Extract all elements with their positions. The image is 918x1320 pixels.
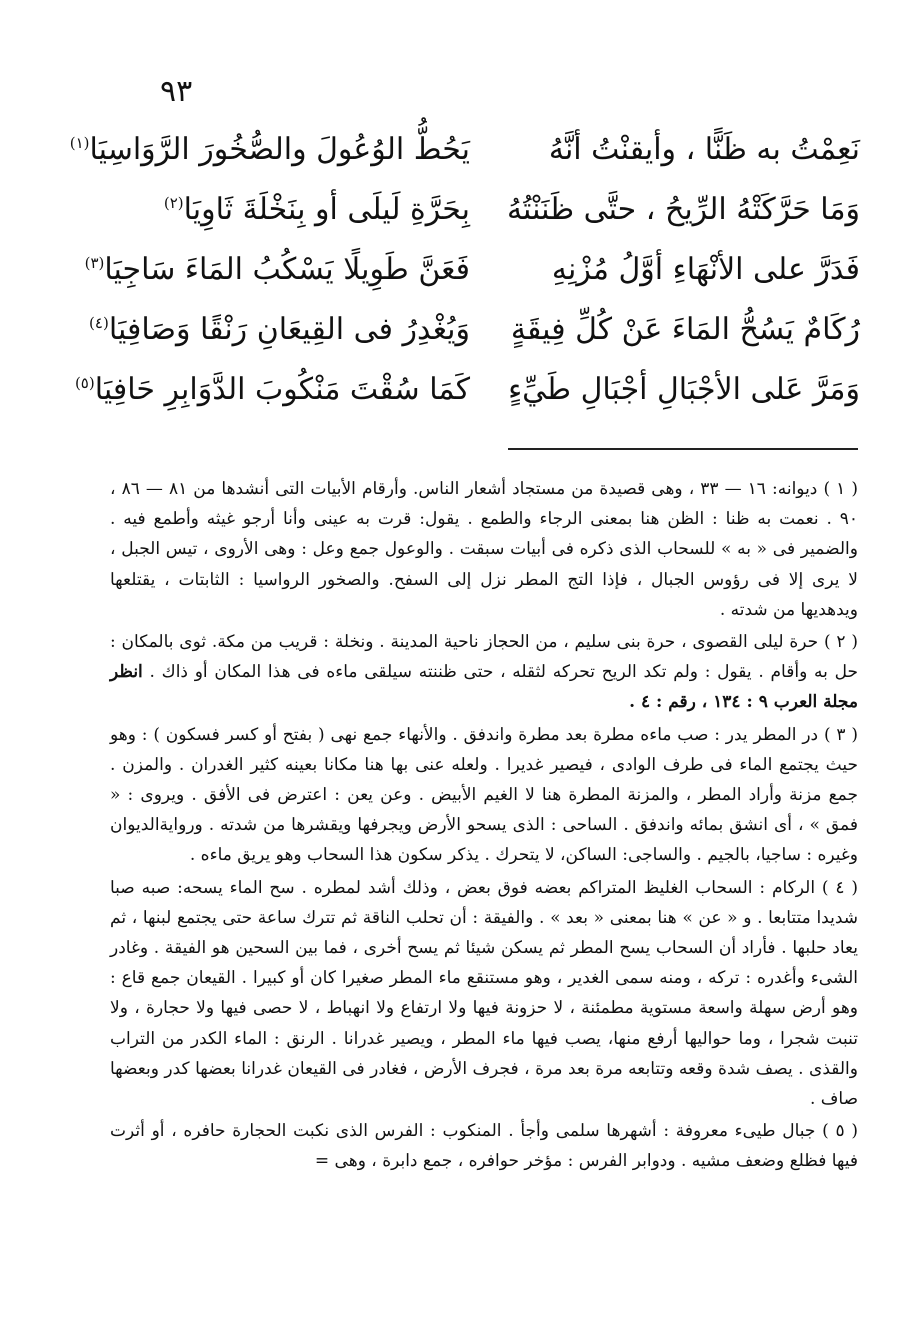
verse-second-text: وَيُغْدِرُ فى القِيعَانِ رَنْقًا وَصَافِيَا [108, 312, 470, 347]
verse [84, 252, 860, 308]
verse [74, 372, 860, 428]
footnote-ref: (٣) [84, 254, 105, 272]
footnote [110, 474, 858, 625]
verse-second-hemistich [69, 132, 470, 167]
footnotes [110, 474, 858, 1179]
page-number: ٩٣ [160, 74, 193, 109]
verse [89, 312, 860, 368]
verse-first-hemistich: وَمَرَّ عَلى الأجْبَالِ أجْبَالِ طَيِّءٍ [508, 372, 860, 407]
footnote-text: ( ٤ ) الركام : السحاب الغليظ المتراكم بعضه فوق بعض ، وذلك أشد لمطره . سح الماء يسحه: صبه صبا شديدا متتابعا . و « عن » هنا بمعنى « بعد » . والفيقة : أن تحلب الناقة ثم تترك ساعة حتى يجتمع لبنها ، ثم يعاد حلبها . فأراد أن السحاب يسح المطر ثم يسكن شيئا ثم يسح أخرى ، فما بين السحين هو الفيقة . وغادر الشىء وأغدره : تركه ، ومنه سمى الغدير ، وهو مستنقع ماء المطر صغيرا كان أو كبيرا . القيعان جمع قاع : وهو أرض سهلة واسعة مستوية مطمئنة ، لا حزونة فيها ولا ارتفاع ولا انهباط ، لا حصى فيها ولا حجارة ، ولا تنبت شجرا ، وما حواليها أرفع منها، يصب فيها ماء المطر ، ويصير غدرانا . الرنق : الماء الكدر من التراب والقذى . يصف شدة وقعه وتتابعه مرة بعد مرة ، فجرف الأرض ، فغادر فى القيعان غدرانا بعضها كدر وبعضها صاف . [110, 877, 858, 1110]
verse-second-text: كَمَا سُقْتَ مَنْكُوبَ الدَّوَابِرِ حَافِيَا [94, 372, 470, 407]
footnote-ref: (١) [69, 134, 90, 152]
verse [120, 192, 860, 248]
verse-second-hemistich [84, 252, 470, 287]
verse-first-hemistich: نَعِمْتُ به ظَنًّا ، وأيقنْتُ أنَّهُ [548, 132, 860, 167]
verse-second-hemistich [89, 312, 470, 347]
verse-second-text: يَحُطُّ الوُعُولَ والصُّخُورَ الرَّوَاسِيَا [89, 132, 470, 167]
verse [69, 132, 860, 188]
verse-first-hemistich: رُكَامٌ يَسُحُّ المَاءَ عَنْ كُلِّ فِيقَةٍ [510, 312, 860, 347]
verse-first-hemistich: فَدَرَّ على الأنْهَاءِ أوَّلُ مُزْنِهِ [551, 252, 860, 287]
verse-second-hemistich [74, 372, 470, 407]
footnote-reference: انظر مجلة العرب ٩ : ١٣٤ ، رقم : ٤ . [110, 662, 858, 713]
footnote-ref: (٥) [74, 374, 95, 392]
footnote-text: ( ١ ) ديوانه: ١٦ — ٣٣ ، وهى قصيدة من مستجاد أشعار الناس. وأرقام الأبيات التى أنشدها من ٨١ — ٨٦ ، ٩٠ . نعمت به ظنا : الظن هنا بمعنى الرجاء والطمع . يقول: قرت به عينى وأنا أرجو غيثه وأطمع فيه . والضمير فى « به » للسحاب الذى ذكره فى أبيات سبقت . والوعول جمع وعل : وهى الأروى ، تيس الجبل ، لا يرى إلا فى رؤوس الجبال ، فإذا التج المطر نزل إلى السفح. والصخور الرواسيا : الثابتات ، يقتلعها ويدهديها من شدته . [110, 479, 858, 620]
verse-first-hemistich: وَمَا حَرَّكَتْهُ الرِّيحُ ، حتَّى ظَنَنْتُهُ [506, 192, 860, 227]
footnote-text: ( ٥ ) جبال طيىء معروفة : أشهرها سلمى وأجأ . المنكوب : الفرس الذى نكبت الحجارة حافره ، أو أثرت فيها فظلع وضعف مشيه . ودوابر الفرس : مؤخر حوافره ، جمع دابرة ، وهى = [110, 1121, 858, 1172]
footnote-text: ( ٣ ) در المطر يدر : صب ماءه مطرة بعد مطرة واندفق . والأنهاء جمع نهى ( بفتح أو كسر فسكون ) : وهو حيث يجتمع الماء فى طرف الوادى ، فيصير غديرا . ولعله عنى بها هنا مكانا بعينه كثير الغدران . والمزن . جمع مزنة وأراد المطر ، والمزنة المطرة هنا لا الغيم الأبيض . وعن يعن : اعترض فى الأفق . ويروى : « فمق » ، أى انشق بمائه واندفق . الساحى : الذى يسحو الأرض ويجرفها ويقشرها من شدته . وروايةالديوان وغيره : ساجيا، بالجيم . والساجى: الساكن، لا يتحرك . يذكر سكون هذا السحاب وهو يريق ماءه . [110, 724, 858, 866]
footnote [110, 720, 858, 871]
verse-second-hemistich [120, 192, 470, 227]
footnote-ref: (٤) [89, 314, 109, 332]
footnote [110, 627, 858, 718]
footnote [110, 873, 858, 1115]
footnote-ref: (٢) [163, 194, 184, 212]
footnote-separator [508, 448, 858, 450]
footnote [110, 1116, 858, 1176]
verse-second-text: فَعَنَّ طَوِيلًا يَسْكُبُ المَاءَ سَاجِيَا [104, 252, 470, 287]
verse-second-text: بِحَرَّةِ لَيلَى أو بِنَخْلَةَ ثَاوِيَا [183, 192, 470, 227]
footnote-text: ( ٢ ) حرة ليلى القصوى ، حرة بنى سليم ، من الحجاز ناحية المدينة . ونخلة : قريب من مكة. ثوى بالمكان : حل به وأقام . يقول : ولم تكد الريح تحركه لثقله ، حتى ظننته سيلقى ماءه فى هذا المكان أو ذاك . [110, 632, 858, 683]
